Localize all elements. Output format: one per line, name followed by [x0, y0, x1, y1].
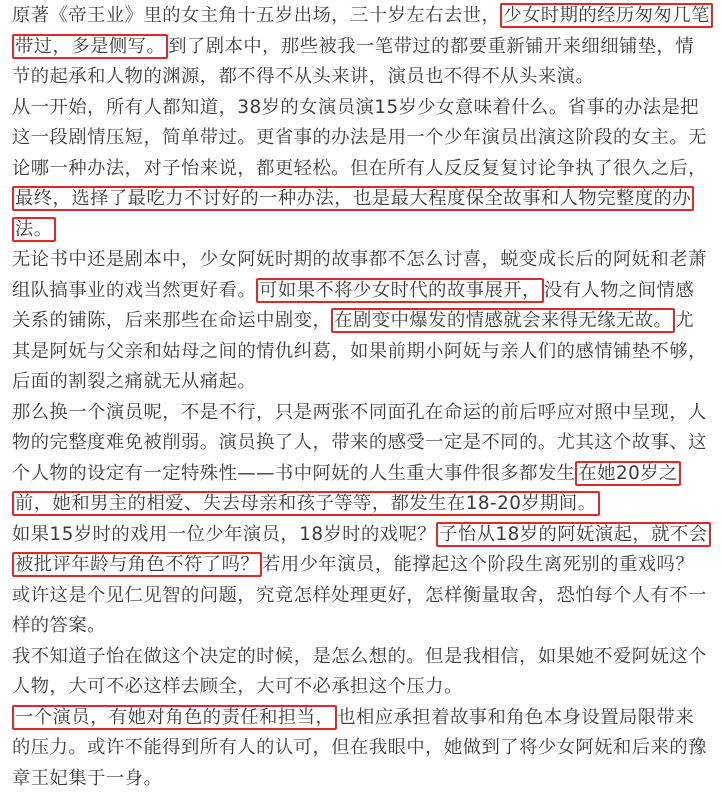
- text-segment: 无论书中还是剧本中，少女阿妩时期的故事都不怎么讨喜，蜕变成长后的阿妩和老萧组队搞事业的戏当然更好看。: [12, 249, 707, 301]
- paragraph-3: [12, 245, 712, 398]
- text-segment: 从一开始，所有人都知道，38岁的女演员演15岁少女意味着什么。省事的办法是把这一段剧情压短，简单带过。更省事的办法是用一个少年演员出演这阶段的女主。无论哪一种办法，对子怡来说，都更轻松。但在所有人反反复复讨论争执了很久之后，: [12, 96, 707, 179]
- text-segment: 到了剧本中，那些被我一笔带过的都要重新铺开来细细铺垫，情节的起承和人物的渊源，都不得不从头来讲，演员也不得不从头来演。: [12, 35, 695, 87]
- text-segment: 也相应承担着故事和角色本身设置局限带来的压力。或许不能得到所有人的认可，但在我眼中，她做到了将少女阿妩和后来的豫章王妃集于一身。: [12, 706, 707, 789]
- paragraph-4: [12, 398, 712, 520]
- paragraph-1: [12, 1, 712, 93]
- highlighted-text: 最终，选择了最吃力不讨好的一种办法，也是最大程度保全故事和人物完整度的办法。: [12, 186, 694, 242]
- article-body: [12, 1, 712, 794]
- text-segment: 如果15岁时的戏用一位少年演员，18岁时的戏呢？: [12, 523, 437, 545]
- highlighted-text: 在剧变中爆发的情感就会来得无缘无故。: [331, 308, 675, 333]
- highlighted-text: 可如果不将少女时代的故事展开，: [256, 278, 544, 303]
- highlighted-text: 一个演员，有她对角色的责任和担当，: [12, 705, 337, 730]
- text-segment: 没有人物之间情感关系的铺陈，后来那些在命运中剧变，: [12, 279, 695, 331]
- highlighted-text: 少女时期的经历匆匆几笔带过，多是侧写。: [12, 3, 713, 59]
- paragraph-5: [12, 520, 712, 642]
- highlighted-text: 在她20岁之前，她和男主的相爱、失去母亲和孩子等等，都发生在18-20岁期间。: [12, 461, 681, 517]
- text-segment: 原著《帝王业》里的女主角十五岁出场，三十岁左右去世，: [12, 5, 501, 26]
- text-segment: 那么换一个演员呢，不是不行，只是两张不同面孔在命运的前后呼应对照中呈现，人物的完整度难免被削弱。演员换了人，带来的感受一定是不同的。尤其这个故事、这个人物的设定有一定特殊性——书中阿妩的人生重大事件很多都发生: [12, 401, 707, 484]
- paragraph-7: [12, 703, 712, 795]
- highlighted-text: 子怡从18岁的阿妩演起，就不会被批评年龄与角色不符了吗？: [12, 522, 711, 578]
- text-segment: 我不知道子怡在做这个决定的时候，是怎么想的。但是我相信，如果她不爱阿妩这个人物，大可不必这样去顾全，大可不必承担这个压力。: [12, 645, 707, 697]
- paragraph-6: [12, 642, 712, 703]
- text-segment: 若用少年演员，能撑起这个阶段生离死别的重戏吗？或许这是个见仁见智的问题，究竟怎样处理更好，怎样衡量取舍，恐怕每个人有不一样的答案。: [12, 554, 707, 636]
- paragraph-2: [12, 93, 712, 246]
- text-segment: 尤其是阿妩与父亲和姑母之间的情仇纠葛，如果前期小阿妩与亲人们的感情铺垫不够，后面的割裂之痛就无从痛起。: [12, 310, 707, 392]
